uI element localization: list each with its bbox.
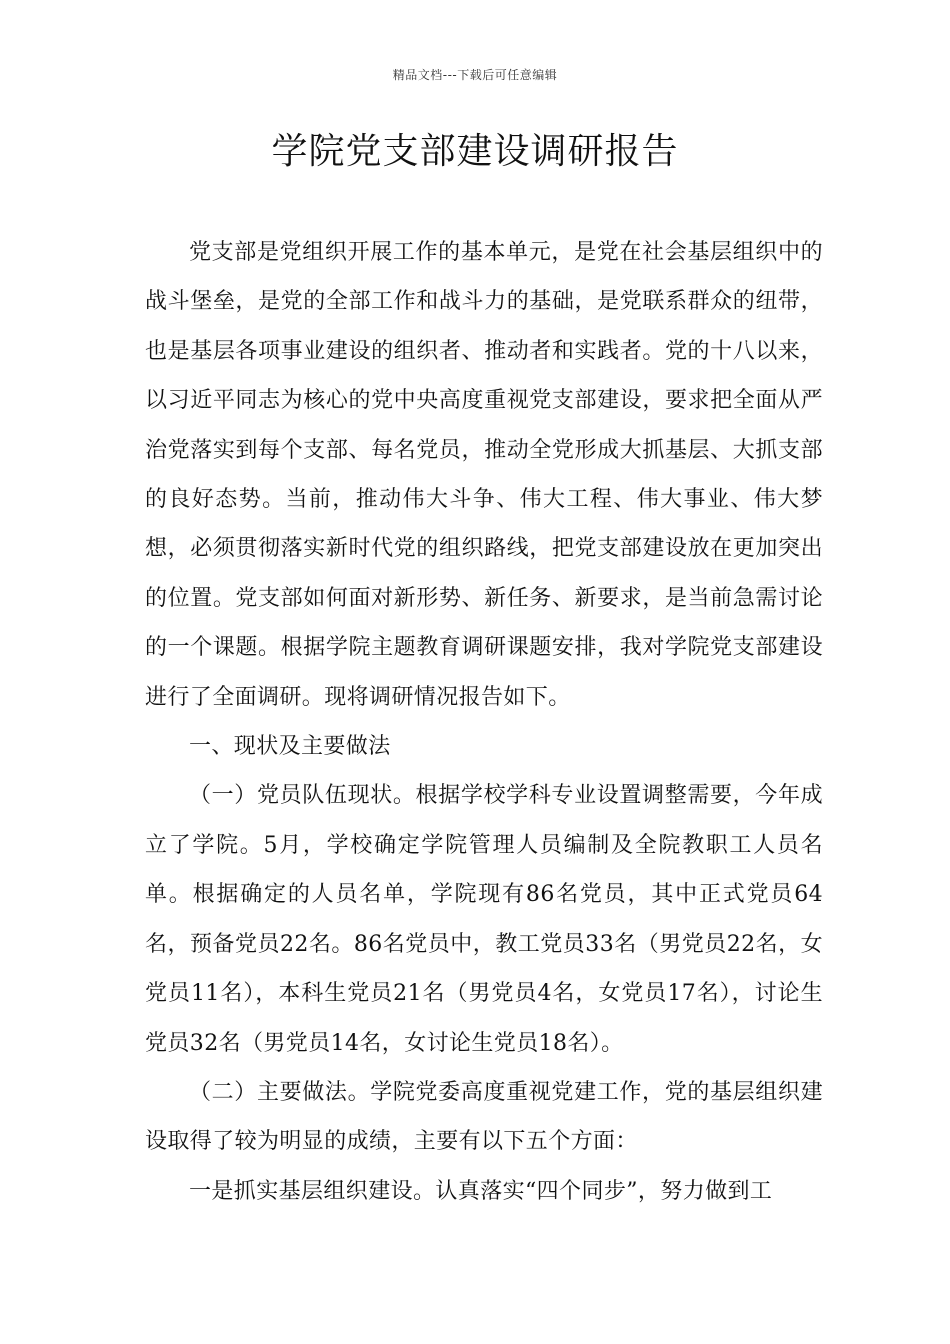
document-title: 学院党支部建设调研报告	[271, 131, 679, 172]
header-note: 精品文档---下载后可任意编辑	[392, 68, 558, 82]
paragraph-intro: 党支部是党组织开展工作的基本单元，是党在社会基层组织中的战斗堡垒，是党的全部工作和战斗力的基础，是党联系群众的纽带，也是基层各项事业建设的组织者、推动者和实践者。党的十八以来，以习近平同志为核心的党中央高度重视党支部建设，要求把全面从严治党落实到每个支部、每名党员，推动全党形成大抓基层、大抓支部的良好态势。当前，推动伟大斗争、伟大工程、伟大事业、伟大梦想，必须贯彻落实新时代党的组织路线，把党支部建设放在更加突出的位置。党支部如何面对新形势、新任务、新要求，是当前急需讨论的一个课题。根据学院主题教育调研课题安排，我对学院党支部建设进行了全面调研。现将调研情况报告如下。	[145, 240, 823, 710]
paragraph-point-one: 一是抓实基层组织建设。认真落实“四个同步”，努力做到工	[189, 1178, 773, 1204]
document-body	[145, 228, 823, 1216]
paragraph-main-practices: （二）主要做法。学院党委高度重视党建工作，党的基层组织建设取得了较为明显的成绩，主要有以下五个方面：	[145, 1079, 823, 1155]
paragraph-member-status: （一）党员队伍现状。根据学校学科专业设置调整需要，今年成立了学院。5月，学校确定学院管理人员编制及全院教职工人员名单。根据确定的人员名单，学院现有86名党员，其中正式党员64名，预备党员22名。86名党员中，教工党员33名（男党员22名，女党员11名），本科生党员21名（男党员4名，女党员17名），讨论生党员32名（男党员14名，女讨论生党员18名）。	[145, 783, 823, 1056]
section-heading-1: 一、现状及主要做法	[189, 734, 391, 760]
